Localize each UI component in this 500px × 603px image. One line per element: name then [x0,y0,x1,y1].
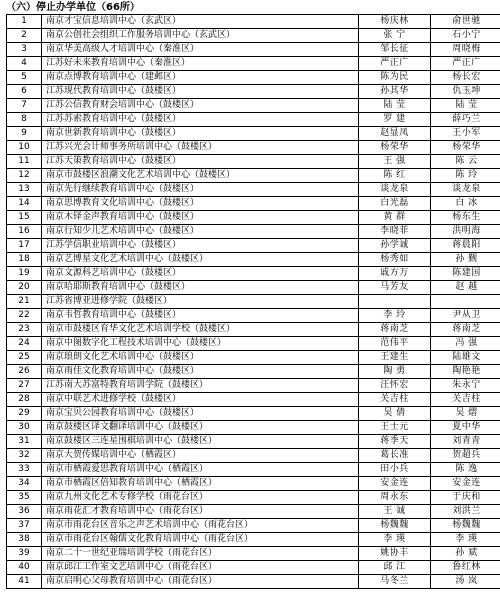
row-number: 18 [7,253,42,267]
row-number: 31 [7,435,42,449]
institution-name: 南京先行继续教育培训中心（鼓楼区） [42,183,359,197]
table-row [7,211,500,225]
legal-representative: 周永东 [359,491,431,505]
table-row [7,393,500,407]
table-row [7,379,500,393]
principal: 于庆和 [431,491,500,505]
institution-name: 南京点博教育培训中心（建邺区） [42,71,359,85]
row-number: 5 [7,71,42,85]
row-number: 6 [7,85,42,99]
legal-representative: 汪怀宏 [359,379,431,393]
principal: 汤 岚 [431,575,500,589]
table-row [7,351,500,365]
institution-name: 南京哈耶斯教育培训中心（鼓楼区） [42,281,359,295]
row-number: 19 [7,267,42,281]
institution-name: 南京市雨花台区音乐之声艺术培训中心（雨花台区） [42,519,359,533]
principal: 周晓梅 [431,43,500,57]
table-row [7,15,500,29]
institution-name: 南京雨花汇才教育培训中心（雨花台区） [42,505,359,519]
legal-representative: 葛长准 [359,449,431,463]
legal-representative: 孙学诚 [359,239,431,253]
row-number: 20 [7,281,42,295]
principal: 贺超兵 [431,449,500,463]
table-row [7,519,500,533]
row-number: 4 [7,57,42,71]
institution-name: 江苏现代教育培训中心（鼓楼区） [42,85,359,99]
institution-name: 南京鼓楼区三连星围棋培训中心（鼓楼区） [42,435,359,449]
row-number: 39 [7,547,42,561]
institution-name: 南京市雨花台区翰儒文化教育培训中心（雨花台区） [42,533,359,547]
principal: 谈龙泉 [431,183,500,197]
table-row [7,449,500,463]
row-number: 17 [7,239,42,253]
legal-representative: 邱 江 [359,561,431,575]
table-row [7,533,500,547]
legal-representative: 蒋季天 [359,435,431,449]
legal-representative: 姚协丰 [359,547,431,561]
principal: 鲁红林 [431,561,500,575]
table-row [7,113,500,127]
institution-name: 南京文源科艺培训中心（鼓楼区） [42,267,359,281]
institution-name: 南京市鼓楼区浪潮文化艺术培训中心（鼓楼区） [42,169,359,183]
row-number: 21 [7,295,42,309]
legal-representative: 陆 莹 [359,99,431,113]
principal: 冯 强 [431,337,500,351]
legal-representative: 安金连 [359,477,431,491]
table-row [7,141,500,155]
row-number: 12 [7,169,42,183]
row-number: 29 [7,407,42,421]
legal-representative: 陈 红 [359,169,431,183]
legal-representative: 王建生 [359,351,431,365]
legal-representative: 陶 勇 [359,365,431,379]
principal: 陆雄文 [431,351,500,365]
row-number: 33 [7,463,42,477]
row-number: 9 [7,127,42,141]
institution-name: 南京世新教育培训中心（鼓楼区） [42,127,359,141]
legal-representative: 杨庆林 [359,15,431,29]
principal: 杨东生 [431,211,500,225]
row-number: 15 [7,211,42,225]
row-number: 23 [7,323,42,337]
legal-representative: 邹长征 [359,43,431,57]
row-number: 16 [7,225,42,239]
table-row [7,491,500,505]
legal-representative: 田小兵 [359,463,431,477]
principal: 蒋南芝 [431,323,500,337]
legal-representative: 蒋南芝 [359,323,431,337]
principal: 陈建国 [431,267,500,281]
table-row [7,463,500,477]
principal: 洪明海 [431,225,500,239]
institution-name: 南京中联艺术进修学校（鼓楼区） [42,393,359,407]
principal: 尹从卫 [431,309,500,323]
principal: 严正广 [431,57,500,71]
table-row [7,575,500,589]
row-number: 25 [7,351,42,365]
principal: 王小军 [431,127,500,141]
legal-representative: 白光磊 [359,197,431,211]
institution-name: 江苏好未来教育培训中心（秦淮区） [42,57,359,71]
legal-representative: 王 诚 [359,505,431,519]
row-number: 28 [7,393,42,407]
institution-name: 南京艺博星文化艺术培训中心（鼓楼区） [42,253,359,267]
principal: 石小宁 [431,29,500,43]
table-row [7,281,500,295]
table-row [7,127,500,141]
legal-representative: 张 宁 [359,29,431,43]
principal: 李 瑛 [431,533,500,547]
principal: 夏中华 [431,421,500,435]
legal-representative: 李晓菲 [359,225,431,239]
table-row [7,99,500,113]
principal: 陈 玲 [431,169,500,183]
legal-representative: 严正广 [359,57,431,71]
row-number: 14 [7,197,42,211]
legal-representative: 吴 倩 [359,407,431,421]
row-number: 35 [7,491,42,505]
row-number: 30 [7,421,42,435]
principal: 刘洪兰 [431,505,500,519]
institution-name: 南京思博教育文化培训中心（鼓楼区） [42,197,359,211]
institution-name: 南京行知少儿艺术培训中心（鼓楼区） [42,225,359,239]
table-row [7,183,500,197]
institution-name: 南京市栖霞区倍知教育培训中心（栖霞区） [42,477,359,491]
principal: 赵 越 [431,281,500,295]
table-row [7,365,500,379]
principal: 薛巧兰 [431,113,500,127]
institution-name: 南京中图数字化工程技术培训中心（鼓楼区） [42,337,359,351]
institution-name: 南京木铎金声教育培训中心（鼓楼区） [42,211,359,225]
table-row [7,29,500,43]
row-number: 26 [7,365,42,379]
row-number: 13 [7,183,42,197]
legal-representative: 王士元 [359,421,431,435]
table-row [7,421,500,435]
row-number: 34 [7,477,42,491]
principal: 孙 斌 [431,547,500,561]
legal-representative: 李 瑛 [359,533,431,547]
table-row [7,407,500,421]
principal: 陆 莹 [431,99,500,113]
institution-name: 江苏天策教育培训中心（鼓楼区） [42,155,359,169]
table-row [7,155,500,169]
institution-name: 南京二十一世纪亚瑞培训学校（雨花台区） [42,547,359,561]
row-number: 32 [7,449,42,463]
table-row [7,547,500,561]
principal: 杨长宏 [431,71,500,85]
row-number: 7 [7,99,42,113]
institution-name: 南京雨佳文化教育培训中心（鼓楼区） [42,365,359,379]
table-row [7,435,500,449]
principal: 关吉柱 [431,393,500,407]
institution-name: 江苏南大苏富特教育培训学院（鼓楼区） [42,379,359,393]
row-number: 38 [7,533,42,547]
institution-name: 南京华美高级人才培训中心（秦淮区） [42,43,359,57]
legal-representative: 黄 群 [359,211,431,225]
legal-representative: 王 强 [359,155,431,169]
table-row [7,477,500,491]
table-row [7,57,500,71]
institution-name: 江苏公信教育财会培训中心（鼓楼区） [42,99,359,113]
table-row [7,505,500,519]
table-row [7,71,500,85]
institution-name: 江苏苏索教育培训中心（鼓楼区） [42,113,359,127]
institution-name: 南京启明心父母教育培训中心（雨花台区） [42,575,359,589]
principal: 吴 熠 [431,407,500,421]
principal: 杨魏魏 [431,519,500,533]
legal-representative: 马芳友 [359,281,431,295]
table-row [7,253,500,267]
row-number: 37 [7,519,42,533]
institution-name: 南京市栖霞爱思教育培训中心（栖霞区） [42,463,359,477]
principal: 陈 云 [431,155,500,169]
legal-representative: 杨魏魏 [359,519,431,533]
principal: 孙 觐 [431,253,500,267]
institution-name: 江苏省博亚进修学院（鼓楼区） [42,295,359,309]
institution-name: 南京鼓楼区译文翻译培训中心（鼓楼区） [42,421,359,435]
institution-name: 南京韦哲教育培训中心（鼓楼区） [42,309,359,323]
row-number: 10 [7,141,42,155]
principal: 杨荣华 [431,141,500,155]
legal-representative: 马冬兰 [359,575,431,589]
row-number: 40 [7,561,42,575]
table-row [7,169,500,183]
table-row [7,43,500,57]
legal-representative [359,295,431,309]
row-number: 3 [7,43,42,57]
institution-name: 南京邱江工作室文艺培训中心（雨花台区） [42,561,359,575]
table-row [7,267,500,281]
legal-representative: 陈为民 [359,71,431,85]
principal: 俞世驰 [431,15,500,29]
closed-institutions-table [6,14,500,589]
legal-representative: 戚方万 [359,267,431,281]
principal: 仇玉坤 [431,85,500,99]
row-number: 2 [7,29,42,43]
principal: 安金连 [431,477,500,491]
row-number: 41 [7,575,42,589]
institution-name: 南京琅朗文化艺术培训中心（鼓楼区） [42,351,359,365]
principal: 朱永宁 [431,379,500,393]
legal-representative: 关吉柱 [359,393,431,407]
principal: 陈 逸 [431,463,500,477]
principal [431,295,500,309]
table-row [7,225,500,239]
institution-name: 江苏学信职业培训中心（鼓楼区） [42,239,359,253]
legal-representative: 谈龙泉 [359,183,431,197]
legal-representative: 范伟平 [359,337,431,351]
institution-name: 南京公创社会组织工作服务培训中心（玄武区） [42,29,359,43]
legal-representative: 杨荣华 [359,141,431,155]
institution-name: 南京市鼓楼区育华文化艺术培训学校（鼓楼区） [42,323,359,337]
legal-representative: 罗 建 [359,113,431,127]
row-number: 36 [7,505,42,519]
principal: 陶艳艳 [431,365,500,379]
table-body [7,15,500,589]
table-row [7,239,500,253]
table-row [7,337,500,351]
section-heading: （六）停止办学单位（66所） [6,2,140,13]
row-number: 8 [7,113,42,127]
table-row [7,561,500,575]
legal-representative: 孙其华 [359,85,431,99]
row-number: 11 [7,155,42,169]
table-row [7,197,500,211]
table-row [7,295,500,309]
legal-representative: 杨秀如 [359,253,431,267]
table-row [7,85,500,99]
institution-name: 南京九州文化艺术专修学校（雨花台区） [42,491,359,505]
row-number: 22 [7,309,42,323]
principal: 蒋晨阳 [431,239,500,253]
principal: 刘青青 [431,435,500,449]
institution-name: 江苏兴光会计师事务所培训中心（鼓楼区） [42,141,359,155]
row-number: 24 [7,337,42,351]
row-number: 27 [7,379,42,393]
institution-name: 南京才宝信息培训中心（玄武区） [42,15,359,29]
row-number: 1 [7,15,42,29]
institution-name: 南京宝贝公园教育培训中心（鼓楼区） [42,407,359,421]
institution-name: 南京大贺传媒培训中心（栖霞区） [42,449,359,463]
table-row [7,309,500,323]
table-row [7,323,500,337]
legal-representative: 赵显凤 [359,127,431,141]
principal: 白 冰 [431,197,500,211]
legal-representative: 李 玲 [359,309,431,323]
